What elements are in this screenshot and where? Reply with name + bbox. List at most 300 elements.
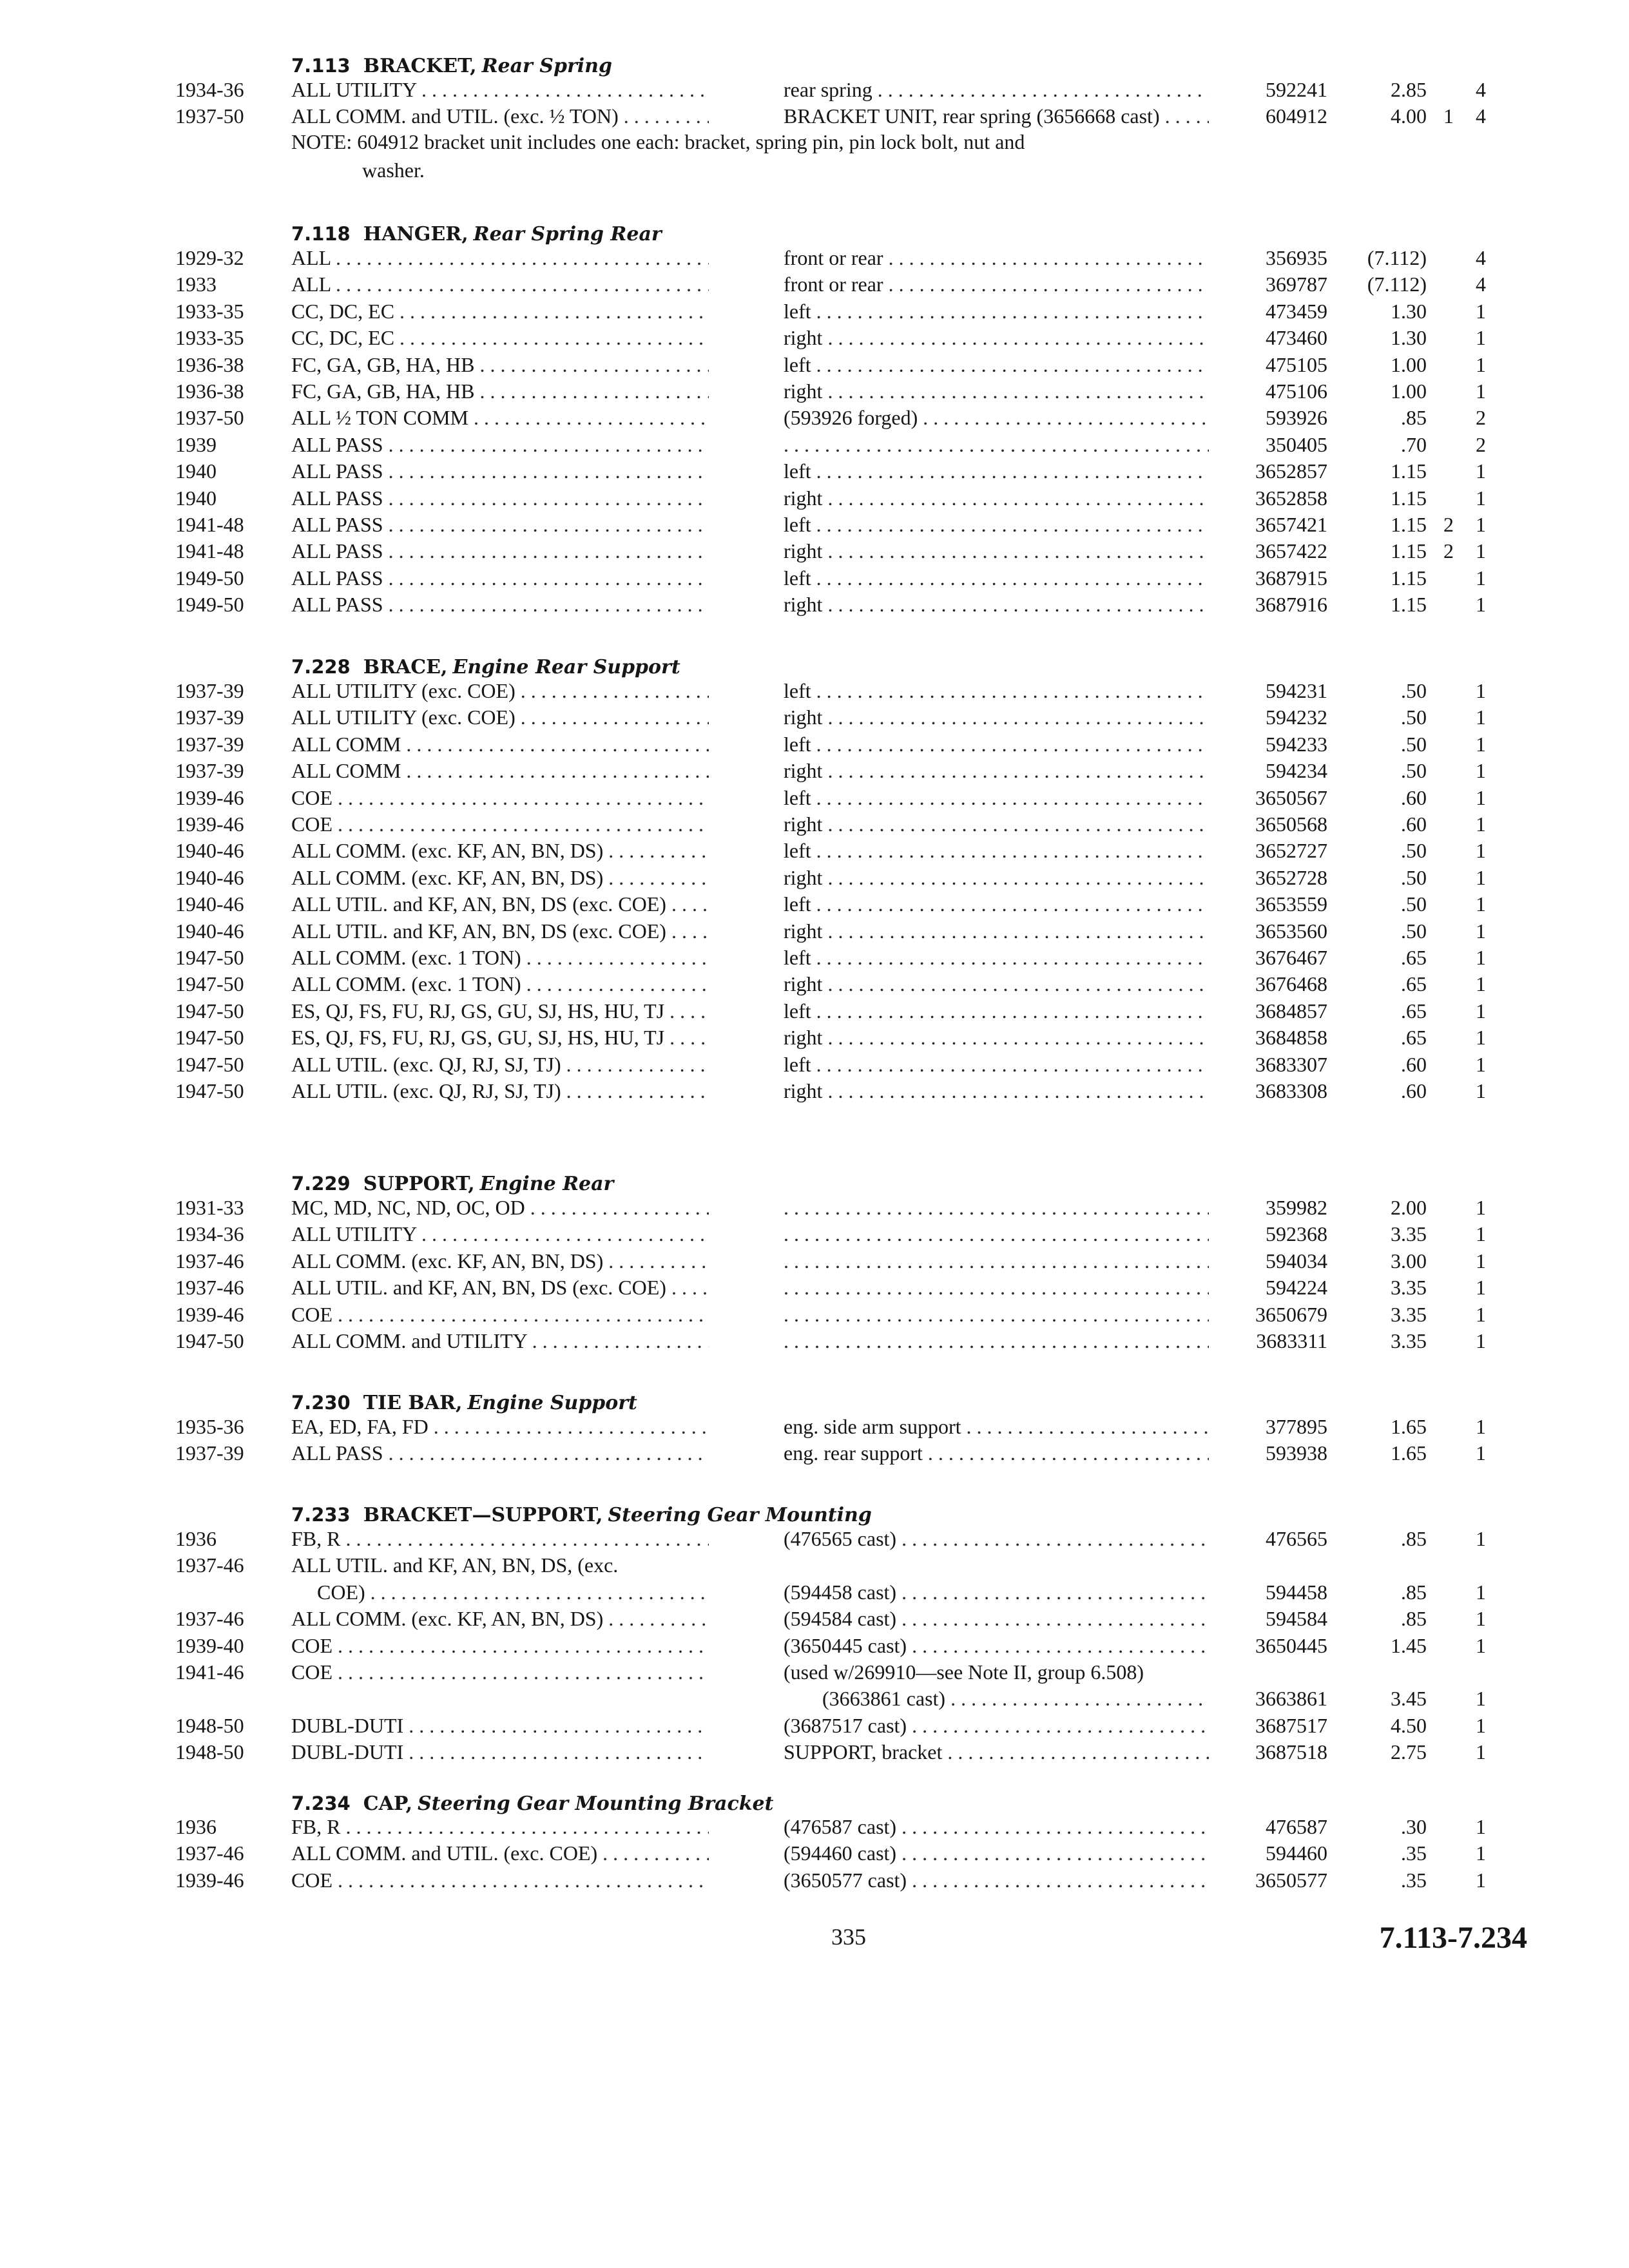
row-description (784, 1195, 1209, 1221)
row-model: ALL COMM. (exc. 1 TON) . . . (291, 971, 709, 997)
row-part-number: 3650445 (1255, 1634, 1327, 1657)
row-years: 1937-46 (175, 1607, 244, 1630)
row-years: 1949-50 (175, 566, 244, 590)
row-years: 1935-36 (175, 1415, 244, 1438)
table-row (0, 731, 1629, 758)
section-number: 7.234 (291, 1792, 351, 1814)
row-description: right . . . (784, 758, 1209, 784)
table-row (0, 458, 1629, 485)
row-model: ALL COMM. (exc. KF, AN, BN, DS) . . . (291, 865, 709, 891)
row-description: left . . . (784, 731, 1209, 758)
row-model: ALL PASS . . . (291, 565, 709, 591)
row-price: .70 (1401, 433, 1427, 456)
row-years: 1937-39 (175, 1441, 244, 1465)
row-price: .85 (1401, 406, 1427, 429)
row-qty-b: 4 (1476, 104, 1486, 128)
row-qty-b: 1 (1476, 486, 1486, 510)
row-qty-b: 1 (1476, 1303, 1486, 1326)
row-model: ALL PASS . . . (291, 1440, 709, 1466)
row-model: ALL COMM. (exc. KF, AN, BN, DS) . . . (291, 1606, 709, 1632)
row-price: (7.112) (1367, 273, 1427, 296)
row-model: COE . . . (291, 1659, 709, 1686)
row-model: ES, QJ, FS, FU, RJ, GS, GU, SJ, HS, HU, TJ . . . (291, 1024, 709, 1051)
table-row (0, 1440, 1629, 1466)
row-price: .85 (1401, 1607, 1427, 1630)
row-price: 3.35 (1391, 1303, 1427, 1326)
row-qty-b: 1 (1476, 300, 1486, 323)
table-row (0, 1633, 1629, 1659)
row-years: 1939-46 (175, 1869, 244, 1892)
row-years: 1937-39 (175, 679, 244, 702)
row-qty-a: 2 (1443, 513, 1454, 536)
row-price: 1.15 (1391, 486, 1427, 510)
section-number: 7.228 (291, 656, 351, 678)
row-years: 1948-50 (175, 1714, 244, 1737)
row-model: ALL . . . (291, 245, 709, 271)
table-row (0, 838, 1629, 864)
row-years: 1937-50 (175, 406, 244, 429)
row-model: ALL COMM. and UTIL. (exc. COE) . . . (291, 1840, 709, 1867)
row-part-number: 594460 (1266, 1841, 1327, 1865)
row-part-number: 475105 (1266, 353, 1327, 376)
row-years: 1941-48 (175, 539, 244, 562)
row-model: ALL UTILITY . . . (291, 1221, 709, 1247)
section-name: BRACKET—SUPPORT, (363, 1504, 603, 1526)
row-years: 1937-50 (175, 104, 244, 128)
row-description: right . . . (784, 1024, 1209, 1051)
row-qty-b: 1 (1476, 1026, 1486, 1049)
section-note (291, 128, 1219, 184)
row-years: 1940 (175, 459, 217, 483)
row-description: right . . . (784, 591, 1209, 618)
table-row (0, 405, 1629, 431)
row-part-number: 593926 (1266, 406, 1327, 429)
row-part-number: 3652727 (1255, 839, 1327, 862)
row-years: 1940-46 (175, 866, 244, 889)
row-part-number: 3687517 (1255, 1714, 1327, 1737)
row-part-number: 377895 (1266, 1415, 1327, 1438)
table-row (0, 1659, 1629, 1686)
row-years: 1939-46 (175, 786, 244, 809)
row-price: 2.00 (1391, 1196, 1427, 1219)
table-row (0, 1078, 1629, 1104)
table-row (0, 271, 1629, 298)
row-model: DUBL-DUTI . . . (291, 1739, 709, 1765)
row-price: .85 (1401, 1581, 1427, 1604)
table-row (0, 704, 1629, 731)
row-description: right . . . (784, 378, 1209, 405)
row-part-number: 359982 (1266, 1196, 1327, 1219)
row-price: 1.00 (1391, 353, 1427, 376)
section-subtitle: Steering Gear Mounting Bracket (418, 1792, 774, 1815)
row-qty-b: 1 (1476, 892, 1486, 916)
row-price: .50 (1401, 839, 1427, 862)
row-description: rear spring . . . (784, 77, 1209, 103)
section-number: 7.118 (291, 223, 351, 245)
row-description: right . . . (784, 485, 1209, 512)
row-price: .35 (1401, 1841, 1427, 1865)
row-price: 3.00 (1391, 1249, 1427, 1273)
table-row (0, 1552, 1629, 1579)
row-price: 1.65 (1391, 1415, 1427, 1438)
row-model: DUBL-DUTI . . . (291, 1713, 709, 1739)
table-row (0, 1221, 1629, 1247)
row-part-number: 594584 (1266, 1607, 1327, 1630)
row-qty-b: 1 (1476, 1714, 1486, 1737)
row-years: 1934-36 (175, 78, 244, 101)
section-name: TIE BAR, (363, 1392, 463, 1414)
row-price: .50 (1401, 866, 1427, 889)
row-description (784, 1302, 1209, 1328)
row-description: eng. rear support . . . (784, 1440, 1209, 1466)
row-qty-b: 1 (1476, 919, 1486, 943)
row-description (784, 1274, 1209, 1301)
row-part-number: 594234 (1266, 759, 1327, 782)
row-qty-b: 1 (1476, 566, 1486, 590)
row-model: ALL PASS . . . (291, 512, 709, 538)
table-row (0, 1739, 1629, 1765)
row-qty-b: 1 (1476, 1581, 1486, 1604)
row-price: 3.35 (1391, 1276, 1427, 1299)
row-years: 1947-50 (175, 1079, 244, 1102)
table-row (0, 1195, 1629, 1221)
row-model: ALL COMM. (exc. KF, AN, BN, DS) . . . (291, 838, 709, 864)
row-description: SUPPORT, bracket . . . (784, 1739, 1209, 1765)
row-description: left . . . (784, 945, 1209, 971)
section-name: HANGER, (363, 223, 468, 245)
row-price: .50 (1401, 733, 1427, 756)
row-description: (3650445 cast) . . . (784, 1633, 1209, 1659)
row-part-number: 475106 (1266, 380, 1327, 403)
table-row (0, 998, 1629, 1024)
row-qty-b: 1 (1476, 706, 1486, 729)
table-row (0, 1024, 1629, 1051)
row-part-number: 3652858 (1255, 486, 1327, 510)
row-model: COE) . . . (291, 1579, 709, 1606)
row-qty-b: 1 (1476, 1740, 1486, 1763)
row-description: (594458 cast) . . . (784, 1579, 1209, 1606)
row-qty-b: 1 (1476, 1196, 1486, 1219)
row-qty-b: 1 (1476, 1329, 1486, 1352)
row-years: 1933 (175, 273, 217, 296)
row-description (784, 1248, 1209, 1274)
row-part-number: 369787 (1266, 273, 1327, 296)
row-qty-b: 1 (1476, 1634, 1486, 1657)
row-years: 1937-46 (175, 1276, 244, 1299)
note-line-2: washer. (362, 159, 425, 182)
row-years: 1939-40 (175, 1634, 244, 1657)
row-part-number: 594034 (1266, 1249, 1327, 1273)
row-qty-b: 1 (1476, 380, 1486, 403)
row-description: (594584 cast) . . . (784, 1606, 1209, 1632)
row-qty-b: 1 (1476, 1841, 1486, 1865)
row-qty-b: 1 (1476, 786, 1486, 809)
row-qty-b: 1 (1476, 513, 1486, 536)
row-model: FC, GA, GB, HA, HB . . . (291, 378, 709, 405)
note-line-1: NOTE: 604912 bracket unit includes one each: bracket, spring pin, pin lock bolt, nut and (291, 130, 1025, 153)
row-model: ALL COMM. (exc. 1 TON) . . . (291, 945, 709, 971)
row-part-number: 3657422 (1255, 539, 1327, 562)
page-range-label: 7.113-7.234 (1379, 1921, 1527, 1955)
row-price: .60 (1401, 812, 1427, 836)
table-row (0, 103, 1629, 130)
section-subtitle: Engine Rear (479, 1173, 614, 1195)
row-years: 1947-50 (175, 1026, 244, 1049)
row-price: 1.15 (1391, 593, 1427, 616)
row-part-number: 3676467 (1255, 946, 1327, 969)
row-price: 3.45 (1391, 1687, 1427, 1710)
table-row (0, 971, 1629, 997)
row-years: 1937-39 (175, 759, 244, 782)
section-name: BRACKET, (363, 55, 477, 77)
table-row (0, 1248, 1629, 1274)
row-qty-b: 1 (1476, 759, 1486, 782)
row-qty-b: 1 (1476, 1527, 1486, 1550)
row-years: 1934-36 (175, 1222, 244, 1245)
row-qty-b: 1 (1476, 839, 1486, 862)
row-years: 1939-46 (175, 812, 244, 836)
row-model: COE . . . (291, 1633, 709, 1659)
row-description: left . . . (784, 998, 1209, 1024)
section-header (291, 653, 680, 680)
table-row (0, 325, 1629, 351)
row-qty-b: 4 (1476, 78, 1486, 101)
row-part-number: 350405 (1266, 433, 1327, 456)
row-model: ALL . . . (291, 271, 709, 298)
row-description: (3663861 cast) . . . (784, 1686, 1209, 1712)
row-description: BRACKET UNIT, rear spring (3656668 cast) . . . (784, 103, 1209, 130)
table-row (0, 1579, 1629, 1606)
row-qty-b: 1 (1476, 593, 1486, 616)
row-description: (3650577 cast) . . . (784, 1867, 1209, 1894)
row-qty-b: 1 (1476, 999, 1486, 1023)
row-price: 2.75 (1391, 1740, 1427, 1763)
row-part-number: 476565 (1266, 1527, 1327, 1550)
table-row (0, 1052, 1629, 1078)
row-years: 1949-50 (175, 593, 244, 616)
row-model: MC, MD, NC, ND, OC, OD . . . (291, 1195, 709, 1221)
row-description: right . . . (784, 1078, 1209, 1104)
table-row (0, 1274, 1629, 1301)
row-qty-b: 1 (1476, 866, 1486, 889)
section-header (291, 1389, 637, 1416)
row-qty-b: 1 (1476, 1249, 1486, 1273)
row-qty-b: 1 (1476, 733, 1486, 756)
row-price: .65 (1401, 1026, 1427, 1049)
row-price: .65 (1401, 999, 1427, 1023)
row-part-number: 594224 (1266, 1276, 1327, 1299)
table-row (0, 1814, 1629, 1840)
row-part-number: 594458 (1266, 1581, 1327, 1604)
table-row (0, 77, 1629, 103)
row-price: .60 (1401, 1053, 1427, 1076)
row-price: 1.15 (1391, 539, 1427, 562)
row-qty-b: 1 (1476, 353, 1486, 376)
row-price: .35 (1401, 1869, 1427, 1892)
row-years: 1947-50 (175, 1329, 244, 1352)
row-price: 1.30 (1391, 300, 1427, 323)
row-years: 1940 (175, 486, 217, 510)
row-price: .30 (1401, 1815, 1427, 1838)
section-number: 7.229 (291, 1173, 351, 1195)
row-qty-a: 1 (1443, 104, 1454, 128)
row-model: COE . . . (291, 1867, 709, 1894)
section-number: 7.233 (291, 1504, 351, 1526)
row-part-number: 3657421 (1255, 513, 1327, 536)
row-price: .50 (1401, 679, 1427, 702)
table-row (0, 758, 1629, 784)
row-part-number: 3653559 (1255, 892, 1327, 916)
row-qty-b: 2 (1476, 433, 1486, 456)
section-number: 7.230 (291, 1392, 351, 1414)
row-model: CC, DC, EC . . . (291, 298, 709, 325)
row-years: 1936 (175, 1527, 217, 1550)
row-qty-b: 1 (1476, 539, 1486, 562)
row-description: left . . . (784, 512, 1209, 538)
row-price: .50 (1401, 892, 1427, 916)
row-qty-b: 1 (1476, 1415, 1486, 1438)
row-price: 3.35 (1391, 1222, 1427, 1245)
row-model: FC, GA, GB, HA, HB . . . (291, 352, 709, 378)
section-subtitle: Engine Rear Support (452, 656, 680, 678)
page-number: 335 (831, 1924, 866, 1950)
row-years: 1937-46 (175, 1249, 244, 1273)
table-row (0, 1526, 1629, 1552)
row-years: 1933-35 (175, 326, 244, 349)
table-row (0, 1606, 1629, 1632)
row-description: right . . . (784, 971, 1209, 997)
row-model: ALL COMM . . . (291, 731, 709, 758)
row-model: COE . . . (291, 1302, 709, 1328)
row-model: ALL PASS . . . (291, 458, 709, 485)
table-row (0, 678, 1629, 704)
row-years: 1947-50 (175, 972, 244, 995)
row-part-number: 593938 (1266, 1441, 1327, 1465)
row-model: ALL PASS . . . (291, 432, 709, 458)
row-part-number: 592368 (1266, 1222, 1327, 1245)
row-part-number: 3683311 (1256, 1329, 1327, 1352)
row-years: 1947-50 (175, 1053, 244, 1076)
row-years: 1936-38 (175, 353, 244, 376)
row-description: right . . . (784, 811, 1209, 838)
row-price: 1.45 (1391, 1634, 1427, 1657)
row-qty-b: 1 (1476, 1687, 1486, 1710)
row-description (784, 1328, 1209, 1354)
row-part-number: 473460 (1266, 326, 1327, 349)
row-description: (476587 cast) . . . (784, 1814, 1209, 1840)
table-row (0, 485, 1629, 512)
table-row (0, 378, 1629, 405)
row-price: .65 (1401, 972, 1427, 995)
row-model: ALL UTIL. and KF, AN, BN, DS (exc. COE) . . . (291, 891, 709, 918)
row-price: .60 (1401, 786, 1427, 809)
row-part-number: 3683307 (1255, 1053, 1327, 1076)
row-model: ALL UTILITY (exc. COE) . . . (291, 678, 709, 704)
table-row (0, 1713, 1629, 1739)
row-part-number: 3653560 (1255, 919, 1327, 943)
table-row (0, 538, 1629, 564)
row-model: COE . . . (291, 785, 709, 811)
row-model: ALL UTIL. (exc. QJ, RJ, SJ, TJ) . . . (291, 1078, 709, 1104)
row-description: eng. side arm support . . . (784, 1414, 1209, 1440)
row-model: ALL UTIL. and KF, AN, BN, DS (exc. COE) . . . (291, 1274, 709, 1301)
row-years: 1941-48 (175, 513, 244, 536)
section-name: CAP, (363, 1792, 413, 1815)
row-model: COE . . . (291, 811, 709, 838)
row-years: 1940-46 (175, 892, 244, 916)
row-price: 1.15 (1391, 459, 1427, 483)
row-description (784, 1221, 1209, 1247)
row-part-number: 3652728 (1255, 866, 1327, 889)
row-part-number: 3687518 (1255, 1740, 1327, 1763)
row-model: FB, R . . . (291, 1814, 709, 1840)
table-row (0, 785, 1629, 811)
row-part-number: 592241 (1266, 78, 1327, 101)
row-model: FB, R . . . (291, 1526, 709, 1552)
row-part-number: 3687916 (1255, 593, 1327, 616)
row-model: ALL COMM. (exc. KF, AN, BN, DS) . . . (291, 1248, 709, 1274)
section-subtitle: Rear Spring Rear (473, 223, 662, 245)
table-row (0, 865, 1629, 891)
row-price: 1.00 (1391, 380, 1427, 403)
row-price: .50 (1401, 759, 1427, 782)
section-header (291, 220, 662, 247)
row-part-number: 3676468 (1255, 972, 1327, 995)
row-part-number: 594231 (1266, 679, 1327, 702)
row-description: (476565 cast) . . . (784, 1526, 1209, 1552)
row-years: 1937-39 (175, 733, 244, 756)
row-part-number: 3652857 (1255, 459, 1327, 483)
row-qty-b: 1 (1476, 812, 1486, 836)
row-model: ALL UTIL. (exc. QJ, RJ, SJ, TJ) . . . (291, 1052, 709, 1078)
row-qty-b: 4 (1476, 273, 1486, 296)
row-qty-b: 1 (1476, 459, 1486, 483)
row-years: 1936-38 (175, 380, 244, 403)
row-part-number: 594233 (1266, 733, 1327, 756)
section-number: 7.113 (291, 55, 351, 77)
row-description: right . . . (784, 918, 1209, 945)
row-model: ALL UTIL. and KF, AN, BN, DS, (exc. (291, 1553, 619, 1577)
section-name: SUPPORT, (363, 1173, 475, 1195)
row-price: .60 (1401, 1079, 1427, 1102)
row-price: 2.85 (1391, 78, 1427, 101)
row-part-number: 3683308 (1255, 1079, 1327, 1102)
row-price: 1.15 (1391, 566, 1427, 590)
row-qty-b: 1 (1476, 1079, 1486, 1102)
row-description: right . . . (784, 704, 1209, 731)
row-description: left . . . (784, 891, 1209, 918)
row-model: ALL COMM. and UTILITY . . . (291, 1328, 709, 1354)
row-model: ALL COMM. and UTIL. (exc. ½ TON) . . . (291, 103, 709, 130)
row-model: CC, DC, EC . . . (291, 325, 709, 351)
row-part-number: 473459 (1266, 300, 1327, 323)
table-row (0, 1302, 1629, 1328)
row-description: left . . . (784, 458, 1209, 485)
row-years: 1940-46 (175, 839, 244, 862)
row-years: 1933-35 (175, 300, 244, 323)
table-row (0, 432, 1629, 458)
table-row (0, 245, 1629, 271)
row-model: ALL PASS . . . (291, 485, 709, 512)
row-years: 1941-46 (175, 1660, 244, 1684)
table-row (0, 1867, 1629, 1894)
row-price: .50 (1401, 706, 1427, 729)
row-part-number: 604912 (1266, 104, 1327, 128)
row-description: left . . . (784, 298, 1209, 325)
row-description: left . . . (784, 785, 1209, 811)
row-description: left . . . (784, 838, 1209, 864)
row-qty-b: 2 (1476, 406, 1486, 429)
